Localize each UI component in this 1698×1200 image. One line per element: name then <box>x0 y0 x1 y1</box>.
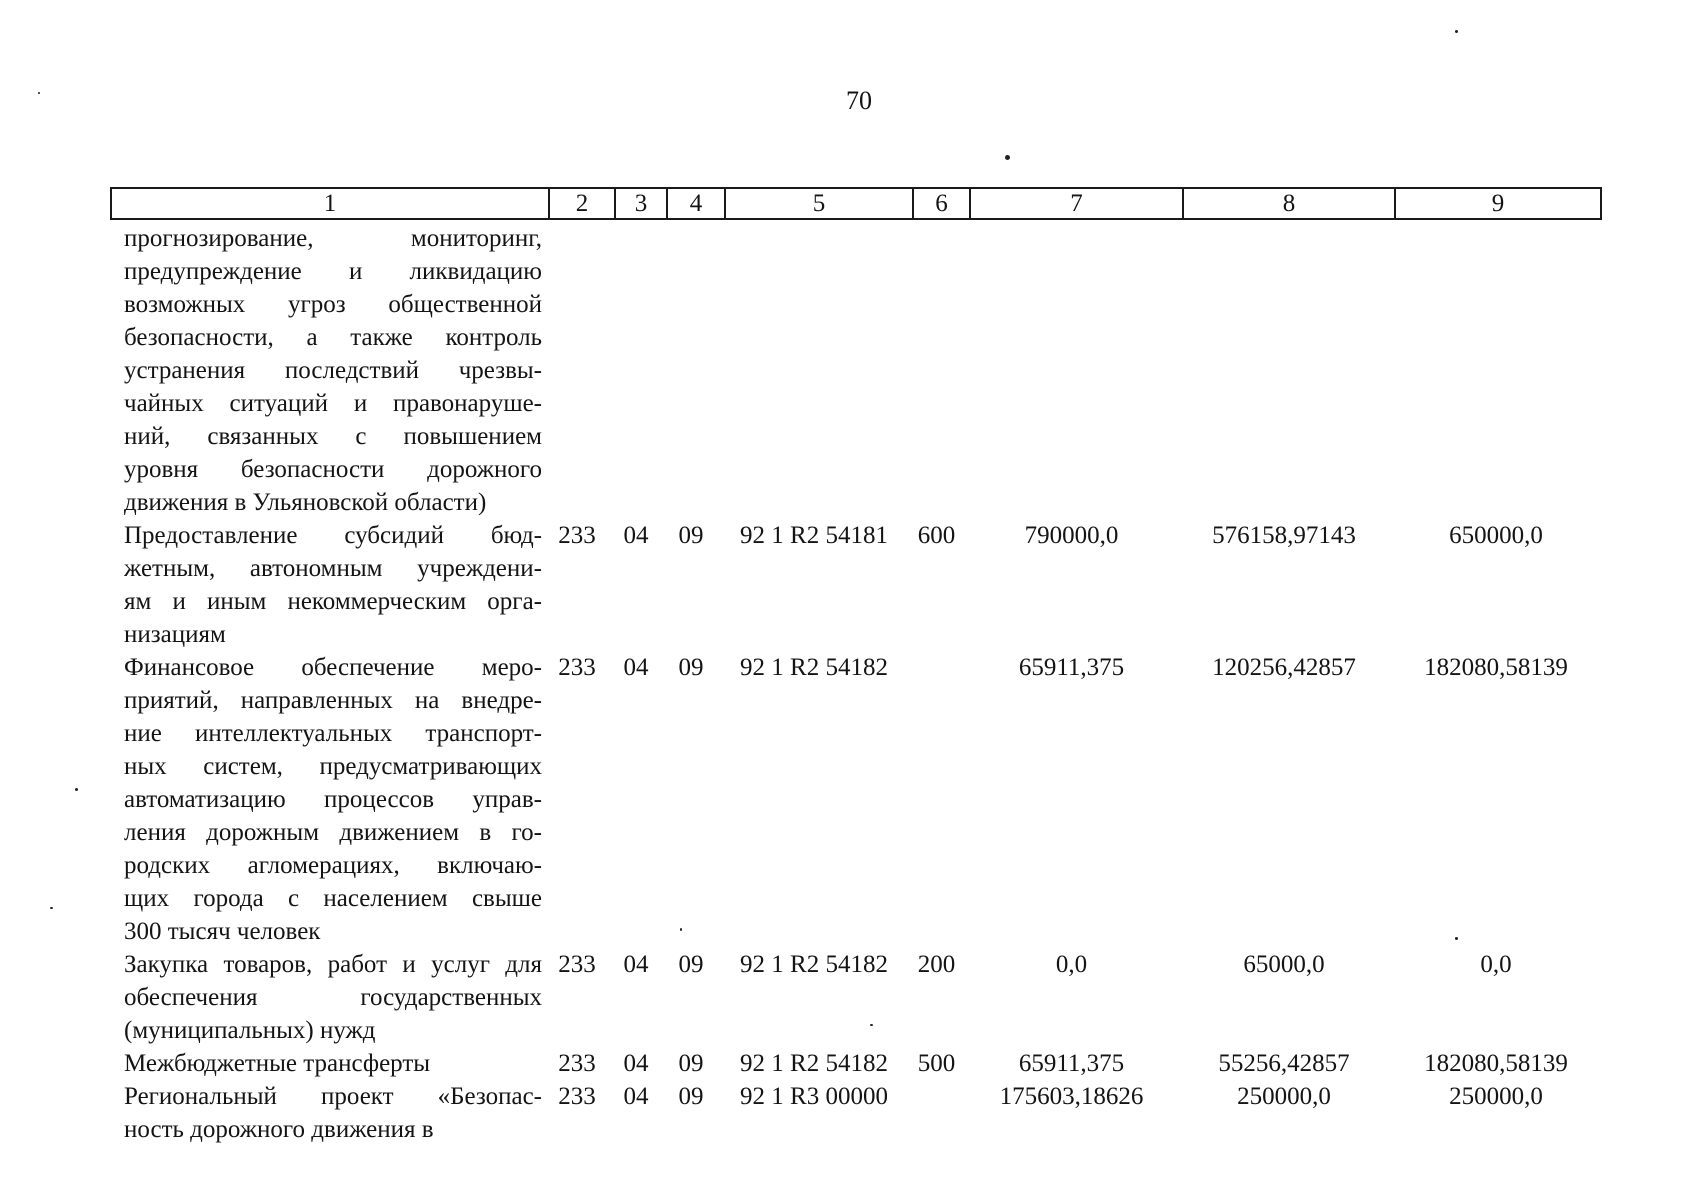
table-body <box>110 222 1602 1146</box>
table-row <box>110 1080 1602 1146</box>
description-line: ний, связанных с повышением <box>124 423 542 450</box>
amount-year-3 <box>1390 222 1602 519</box>
expense-type-code: 500 <box>917 1050 956 1077</box>
column-header: 5 <box>726 189 914 218</box>
description-line: жетным, автономным учреждени- <box>124 555 542 582</box>
description-line: движения в Ульяновской области) <box>124 489 487 516</box>
target-article-code: 92 1 R2 54182 <box>740 654 888 681</box>
amount-year-1: 790000,0 <box>1024 522 1119 549</box>
amount-year-2 <box>1178 222 1390 519</box>
amount-year-3: 650000,0 <box>1449 522 1543 549</box>
column-header: 2 <box>550 189 616 218</box>
amount-year-3: 182080,58139 <box>1424 654 1568 681</box>
column-header: 3 <box>616 189 668 218</box>
description-line: Межбюджетные трансферты <box>124 1050 431 1077</box>
description-line: прогнозирование, мониторинг, <box>124 225 542 252</box>
section-code: 04 <box>623 1083 649 1110</box>
table-row <box>110 519 1602 651</box>
amount-year-3: 182080,58139 <box>1424 1050 1568 1077</box>
section-code: 04 <box>623 522 649 549</box>
ministry-code: 233 <box>558 654 596 681</box>
target-article-code <box>720 222 908 519</box>
description-line: обеспечения государственных <box>124 984 542 1011</box>
scan-speck <box>1005 155 1010 160</box>
amount-year-2: 120256,42857 <box>1212 654 1356 681</box>
description-line: Финансовое обеспечение меро- <box>124 654 542 681</box>
section-code: 04 <box>623 1050 649 1077</box>
description-line: безопасности, а также контроль <box>124 324 542 351</box>
table-row <box>110 651 1602 948</box>
ministry-code <box>544 222 610 519</box>
amount-year-1 <box>965 222 1178 519</box>
ministry-code: 233 <box>558 522 596 549</box>
column-header: 7 <box>971 189 1184 218</box>
description-line: ям и иным некоммерческим орга- <box>124 588 542 615</box>
amount-year-2: 55256,42857 <box>1218 1050 1350 1077</box>
scan-speck <box>38 92 40 94</box>
column-header: 4 <box>668 189 726 218</box>
subsection-code: 09 <box>678 1083 704 1110</box>
amount-year-1: 65911,375 <box>1018 1050 1125 1077</box>
description-line: чайных ситуаций и правонаруше- <box>124 390 542 417</box>
row-description <box>110 1047 544 1080</box>
amount-year-3: 250000,0 <box>1449 1083 1543 1110</box>
expense-type-code <box>908 651 965 948</box>
scan-speck <box>1455 30 1458 33</box>
subsection-code: 09 <box>678 1050 704 1077</box>
column-header: 9 <box>1491 190 1505 217</box>
target-article-code: 92 1 R2 54182 <box>740 1050 888 1077</box>
subsection-code: 09 <box>678 522 704 549</box>
amount-year-2: 250000,0 <box>1237 1083 1331 1110</box>
target-article-code: 92 1 R3 00000 <box>740 1083 888 1110</box>
description-line: возможных угроз общественной <box>124 291 542 318</box>
amount-year-1: 0,0 <box>1055 951 1088 978</box>
ministry-code: 233 <box>558 951 596 978</box>
description-line: Предоставление субсидий бюд- <box>124 522 542 549</box>
table-row <box>110 1047 1602 1080</box>
description-line: Закупка товаров, работ и услуг для <box>124 951 542 978</box>
description-line: щих города с населением свыше <box>124 885 542 912</box>
description-line: ных систем, предусматривающих <box>124 753 542 780</box>
column-header: 8 <box>1184 189 1396 218</box>
subsection-code: 09 <box>678 951 704 978</box>
description-line: родских агломерациях, включаю- <box>124 852 542 879</box>
row-description <box>110 651 544 948</box>
subsection-code: 09 <box>678 654 704 681</box>
expense-type-code: 200 <box>917 951 956 978</box>
amount-year-2: 65000,0 <box>1243 951 1325 978</box>
description-line: ления дорожным движением в го- <box>124 819 542 846</box>
amount-year-1: 65911,375 <box>1018 654 1125 681</box>
description-line: 300 тысяч человек <box>124 918 321 945</box>
amount-year-1: 175603,18626 <box>999 1083 1144 1110</box>
row-description <box>110 948 544 1047</box>
row-description <box>110 222 544 519</box>
description-line: автоматизацию процессов управ- <box>124 786 542 813</box>
scan-speck <box>75 788 78 791</box>
table-row <box>110 222 1602 519</box>
table-row <box>110 948 1602 1047</box>
column-header: 1 <box>112 189 550 218</box>
description-line: Региональный проект «Безопас- <box>124 1083 542 1110</box>
column-header: 6 <box>914 189 971 218</box>
description-line: предупреждение и ликвидацию <box>124 258 542 285</box>
row-description <box>110 519 544 651</box>
description-line: уровня безопасности дорожного <box>124 456 542 483</box>
section-code: 04 <box>623 654 649 681</box>
description-line: ние интеллектуальных транспорт- <box>124 720 542 747</box>
target-article-code: 92 1 R2 54182 <box>740 951 888 978</box>
section-code <box>610 222 662 519</box>
description-line: ность дорожного движения в <box>124 1116 434 1143</box>
section-code: 04 <box>623 951 649 978</box>
expense-type-code: 600 <box>917 522 956 549</box>
description-line: приятий, направленных на внедре- <box>124 687 542 714</box>
row-description <box>110 1080 544 1146</box>
expense-type-code <box>908 1080 965 1146</box>
description-line: устранения последствий чрезвы- <box>124 357 542 384</box>
amount-year-3: 0,0 <box>1480 951 1512 978</box>
amount-year-2: 576158,97143 <box>1212 522 1356 549</box>
ministry-code: 233 <box>558 1050 596 1077</box>
description-line: (муниципальных) нужд <box>124 1017 376 1044</box>
scan-speck <box>50 907 53 909</box>
description-line: низациям <box>124 621 226 648</box>
expense-type-code <box>908 222 965 519</box>
target-article-code: 92 1 R2 54181 <box>740 522 888 549</box>
ministry-code: 233 <box>558 1083 596 1110</box>
page-number: 70 <box>846 86 872 115</box>
subsection-code <box>662 222 720 519</box>
table-header-row <box>110 187 1602 220</box>
